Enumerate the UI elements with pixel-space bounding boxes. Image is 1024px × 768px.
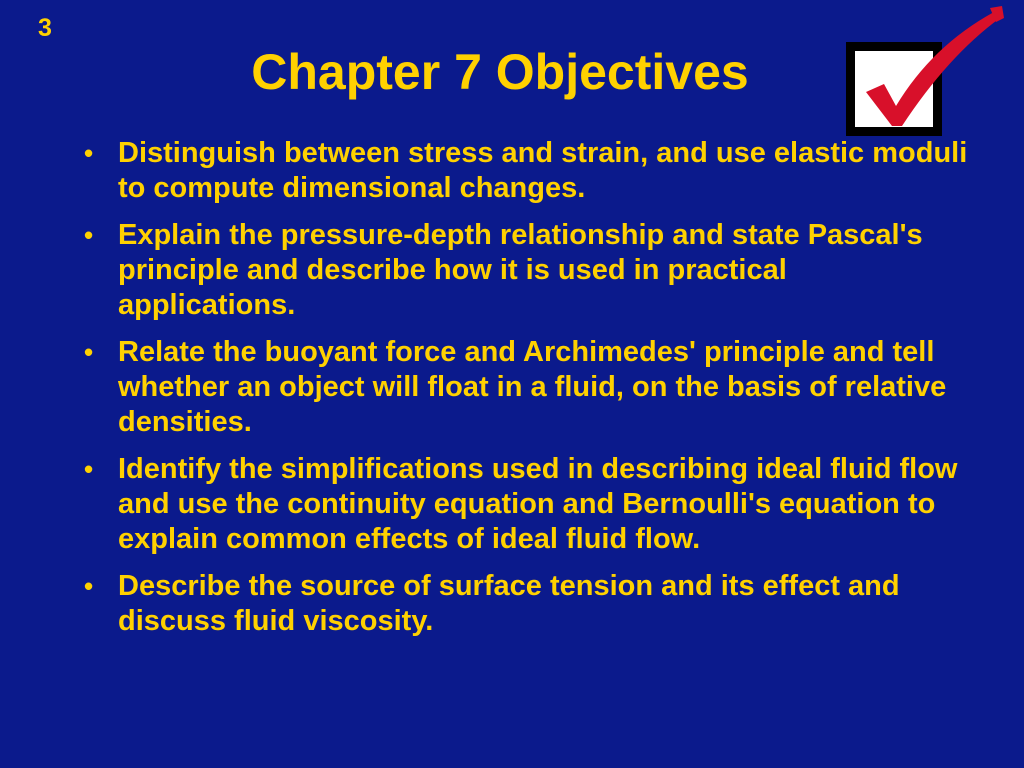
objective-text: Explain the pressure-depth relationship and state Pascal's principle and describe how it is used in practical applications. xyxy=(118,219,923,321)
objective-item xyxy=(80,136,970,206)
bullet-icon: • xyxy=(84,220,94,250)
objectives-list xyxy=(80,136,970,651)
objective-text: Describe the source of surface tension and its effect and discuss fluid viscosity. xyxy=(118,570,900,637)
objective-item xyxy=(80,452,970,557)
slide-title: Chapter 7 Objectives xyxy=(251,44,749,100)
objective-item xyxy=(80,569,970,639)
objective-text: Identify the simplifications used in describing ideal fluid flow and use the continuity equation and Bernoulli's equation to explain common effects of ideal fluid flow. xyxy=(118,453,958,555)
bullet-icon: • xyxy=(84,138,94,168)
checkbox-checked-icon xyxy=(844,4,1008,138)
objective-item xyxy=(80,335,970,440)
bullet-icon: • xyxy=(84,571,94,601)
objective-text: Relate the buoyant force and Archimedes' principle and tell whether an object will float in a fluid, on the basis of relative densities. xyxy=(118,336,947,438)
objective-item xyxy=(80,218,970,323)
bullet-icon: • xyxy=(84,337,94,367)
bullet-icon: • xyxy=(84,454,94,484)
slide-number: 3 xyxy=(38,14,52,42)
objective-text: Distinguish between stress and strain, and use elastic moduli to compute dimensional changes. xyxy=(118,137,968,204)
